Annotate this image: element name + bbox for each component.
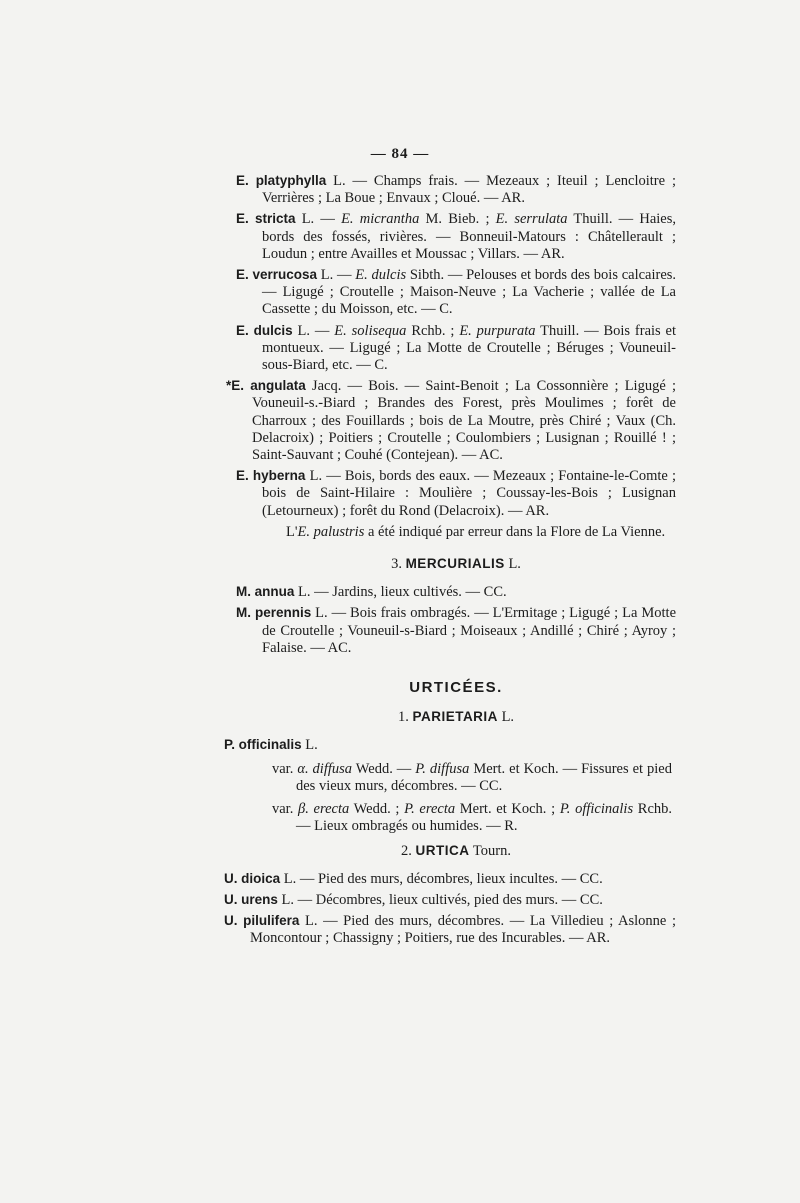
species-entry: M. perennis L. — Bois frais ombragés. — L'Ermitage ; Ligugé ; La Motte de Croutelle ; Vouneuil-s-Biard ; Moiseaux ; Andillé ; Chiré ; Ayroy ; Falaise. — AC. [236,605,677,656]
species-entry: *E. angulata Jacq. — Bois. — Saint-Benoit ; La Cossonnière ; Ligugé ; Vouneuil-s.-Biard ; Brandes des Forest, près Moulimes ; forêt de Charroux ; des Fouillards ; bois de La Moutre, près Chiré ; Vaux (Ch. Delacroix) ; Poitiers ; Croutelle ; Coulombiers ; Lusignan ; Rouillé ! ; Saint-Sauvant ; Couhé (Contejean). — AC. [226,378,676,464]
species-entry: U. urens L. — Décombres, lieux cultivés, pied des murs. — CC. [224,891,603,908]
species-entry: U. pilulifera L. — Pied des murs, décombres. — La Villedieu ; Aslonne ; Moncontour ; Chassigny ; Poitiers, rue des Incurables. — AR. [224,913,676,947]
page-number: — 84 — [370,146,430,162]
species-entry: E. platyphylla L. — Champs frais. — Mezeaux ; Iteuil ; Lencloitre ; Verrières ; La Boue ; Envaux ; Cloué. — AR. [236,173,677,207]
body-text [224,172,677,951]
note-paragraph: L'E. palustris a été indiqué par erreur dans la Flore de La Vienne. [286,523,666,540]
species-entry: E. hyberna L. — Bois, bords des eaux. — Mezeaux ; Fontaine-le-Comte ; bois de Saint-Hilaire : Moulière ; Coussay-les-Bois ; Lusignan (Letourneux) ; forêt du Rond (Delacroix). — AR. [236,468,677,519]
genus-heading-mercurialis: 3. MERCURIALIS L. [391,556,521,573]
variety-entry: var. β. erecta Wedd. ; P. erecta Mert. et Koch. ; P. officinalis Rchb. — Lieux ombragés ou humides. — R. [272,801,673,835]
species-entry: P. officinalis L. [224,737,318,754]
species-entry: M. annua L. — Jardins, lieux cultivés. — CC. [236,584,507,601]
variety-entry: var. α. diffusa Wedd. — P. diffusa Mert. et Koch. — Fissures et pied des vieux murs, décombres. — CC. [272,760,672,794]
species-entry: E. dulcis L. — E. solisequa Rchb. ; E. purpurata Thuill. — Bois frais et montueux. — Ligugé ; La Motte de Croutelle ; Béruges ; Vouneuil-sous-Biard, etc. — C. [236,322,677,374]
genus-heading-parietaria: 1. PARIETARIA L. [397,709,515,726]
species-entry: U. dioica L. — Pied des murs, décombres, lieux incultes. — CC. [224,870,603,887]
species-entry: E. verrucosa L. — E. dulcis Sibth. — Pelouses et bords des bois calcaires. — Ligugé ; Croutelle ; Maison-Neuve ; La Vacherie ; vallée de La Cassette ; du Moisson, etc. — C. [236,267,677,318]
family-heading: URTICÉES. [409,679,503,697]
species-entry: E. stricta L. — E. micrantha M. Bieb. ; E. serrulata Thuill. — Haies, bords des fossés, rivières. — Bonneuil-Matours : Châtellerault ; Loudun ; entre Availles et Moussac ; Villars. — AR. [236,211,677,262]
genus-heading-urtica: 2. URTICA Tourn. [401,842,511,859]
